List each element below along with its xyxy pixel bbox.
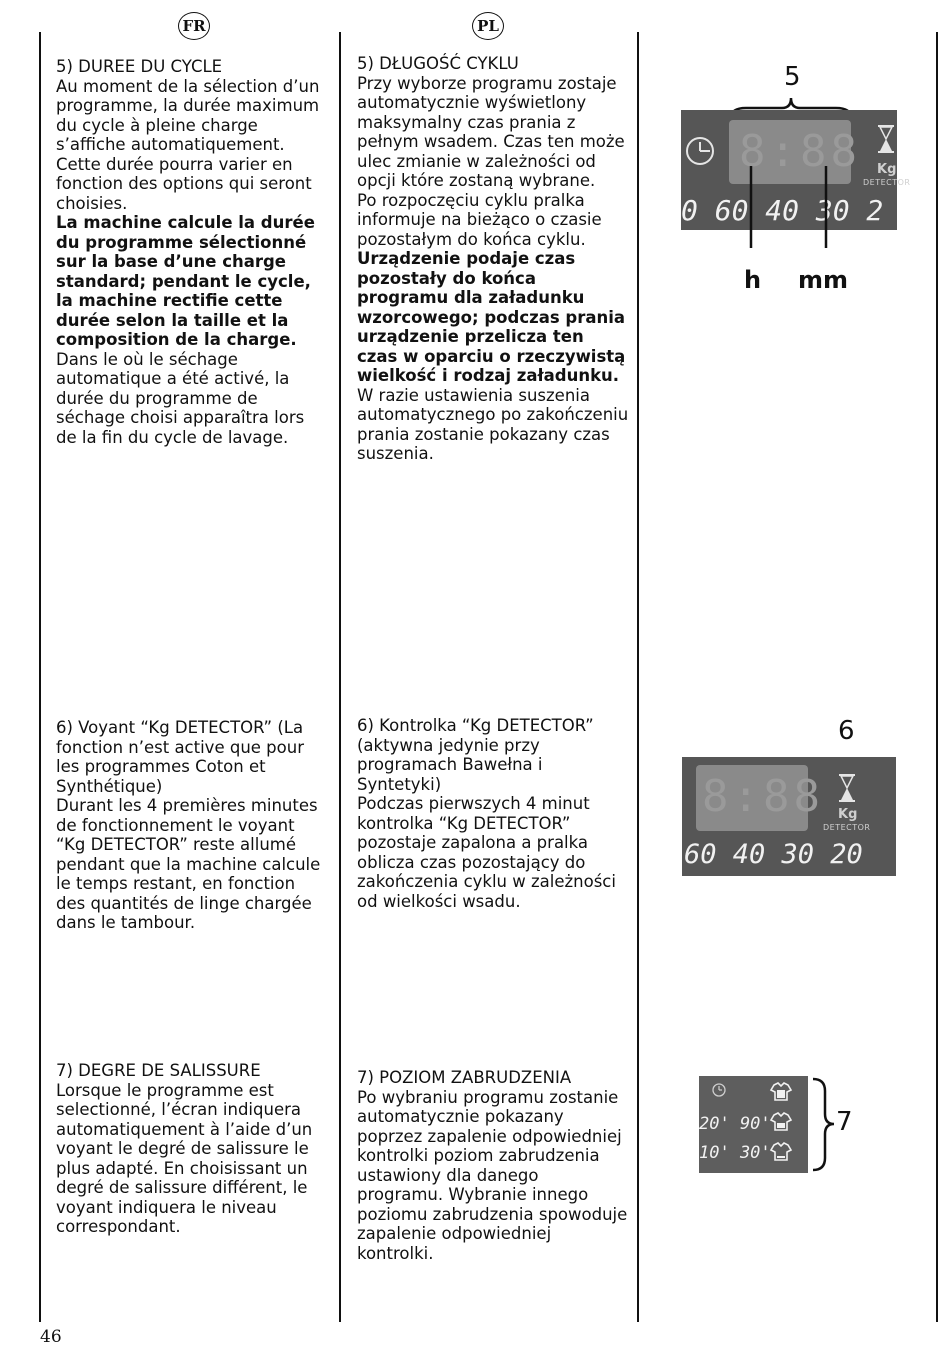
pl-section-5: [357, 54, 629, 464]
fr-s6-title: 6) Voyant “Kg DETECTOR” (La fonction n’est active que pour les programmes Coton et Synthétique): [56, 718, 304, 796]
pl-s5-text1: Przy wyborze programu zostaje automatycznie wyświetlony maksymalny czas prania z pełnym wsadem. Czas ten może ulec zmianie w zależności od opcji które zostaną wybrane.: [357, 73, 625, 190]
hourglass-icon: [837, 773, 857, 803]
pl-s5-text2: Po rozpoczęciu cyklu pralka informuje na bieżąco o czasie pozostałym do końca cyklu.: [357, 190, 602, 249]
fr-section-5: [56, 57, 328, 447]
figure-6-temperatures: 60 40 30 20: [684, 839, 863, 870]
pl-section-6: [357, 716, 629, 911]
fr-s5-text2: Dans le où le séchage automatique a été activé, la durée du programme de séchage choisi apparaîtra lors de la fin du cycle de lavage.: [56, 349, 305, 447]
figure-7-number: 7: [836, 1107, 853, 1137]
figure-6-digits: 8:88: [702, 771, 824, 822]
language-badge-fr: FR: [178, 12, 210, 40]
figure-7-display: [699, 1076, 808, 1173]
figure-7-brace: [810, 1076, 836, 1174]
pl-s5-title: 5) DŁUGOŚĆ CYKLU: [357, 54, 519, 73]
pl-section-7: [357, 1068, 629, 1263]
hours-label: h: [744, 266, 762, 294]
detector-label: DETECTOR: [823, 823, 871, 832]
column-divider-left: [39, 32, 41, 1322]
pl-s7-title: 7) POZIOM ZABRUDZENIA: [357, 1068, 572, 1087]
pl-s7-text: Po wybraniu programu zostanie automatycznie pokazany poprzez zapalenie odpowiedniej kontrolki poziom zabrudzenia ustawiony dla danego programu. Wybranie innego poziomu zabrudzenia spowoduje zapalenie odpowiedniej kontrolki.: [357, 1087, 628, 1263]
fr-s5-title: 5) DUREE DU CYCLE: [56, 57, 223, 76]
pl-s5-text3: W razie ustawienia suszenia automatycznego po zakończeniu prania zostanie pokazany czas suszenia.: [357, 385, 629, 463]
fr-s5-bold: La machine calcule la durée du programme sélectionné sur la base d’une charge standard; pendant le cycle, la machine rectifie cette durée selon la taille et la composition de la charge.: [56, 213, 315, 349]
fr-section-6: [56, 718, 328, 933]
hourglass-icon: [876, 124, 896, 154]
figure-6-digit-window: [696, 765, 824, 831]
kg-indicator: Kg: [838, 807, 858, 822]
figure-7-row-1: 20' 90': [699, 1114, 771, 1134]
figure-5-pointer-lines: [740, 166, 840, 250]
figure-7-row-2: 10' 30': [699, 1143, 771, 1163]
page-number: 46: [40, 1327, 62, 1347]
clock-icon: [711, 1082, 727, 1098]
shirt-icon-heavy: [769, 1082, 793, 1102]
fr-s5-text1: Au moment de la sélection d’un programme, la durée maximum du cycle à pleine charge s’affiche automatiquement. Cette durée pourra varier en fonction des options qui seront choisies.: [56, 76, 320, 213]
pl-s6-text: Podczas pierwszych 4 minut kontrolka “Kg DETECTOR” pozostaje zapalona a pralka oblicza czas pozostający do zakończenia cyklu w zależności od wielkości wsadu.: [357, 794, 616, 911]
figure-5-digits: 8:88: [739, 126, 861, 177]
clock-icon: [684, 135, 716, 167]
figure-5-temperatures: 0 60 40 30 2: [681, 194, 884, 227]
pl-s6-title: 6) Kontrolka “Kg DETECTOR” (aktywna jedynie przy programach Bawełna i Syntetyki): [357, 716, 594, 794]
column-divider-edge: [936, 32, 938, 1322]
fr-s6-text: Durant les 4 premières minutes de fonctionnement le voyant “Kg DETECTOR” reste allumé pendant que la machine calcule le temps restant, en fonction des quantités de linge chargée dans le tambour.: [56, 796, 321, 932]
column-divider-right: [637, 32, 639, 1322]
kg-indicator: Kg: [877, 162, 897, 177]
detector-label: DETECTOR: [863, 178, 911, 187]
pl-s5-bold: Urządzenie podaje czas pozostały do końca programu dla załadunku wzorcowego; podczas prania urządzenie przelicza ten czas w oparciu o rzeczywistą wielkość i rodzaj załadunku.: [357, 249, 626, 385]
fr-s7-text: Lorsque le programme est selectionné, l’écran indiquera automatiquement à l’aide d’un voyant le degré de salissure le plus adapté. En choisissant un degré de salissure différent, le voyant indiquera le niveau correspondant.: [56, 1080, 313, 1236]
figure-5-number: 5: [784, 62, 801, 92]
minutes-label: mm: [798, 266, 849, 294]
shirt-icon-light: [769, 1142, 793, 1162]
language-badge-pl: PL: [472, 12, 504, 40]
fr-s7-title: 7) DEGRE DE SALISSURE: [56, 1061, 261, 1080]
shirt-icon-medium: [769, 1112, 793, 1132]
fr-section-7: [56, 1061, 328, 1237]
figure-6-number: 6: [838, 716, 855, 746]
column-divider-middle: [339, 32, 341, 1322]
figure-6-display: [682, 757, 896, 876]
